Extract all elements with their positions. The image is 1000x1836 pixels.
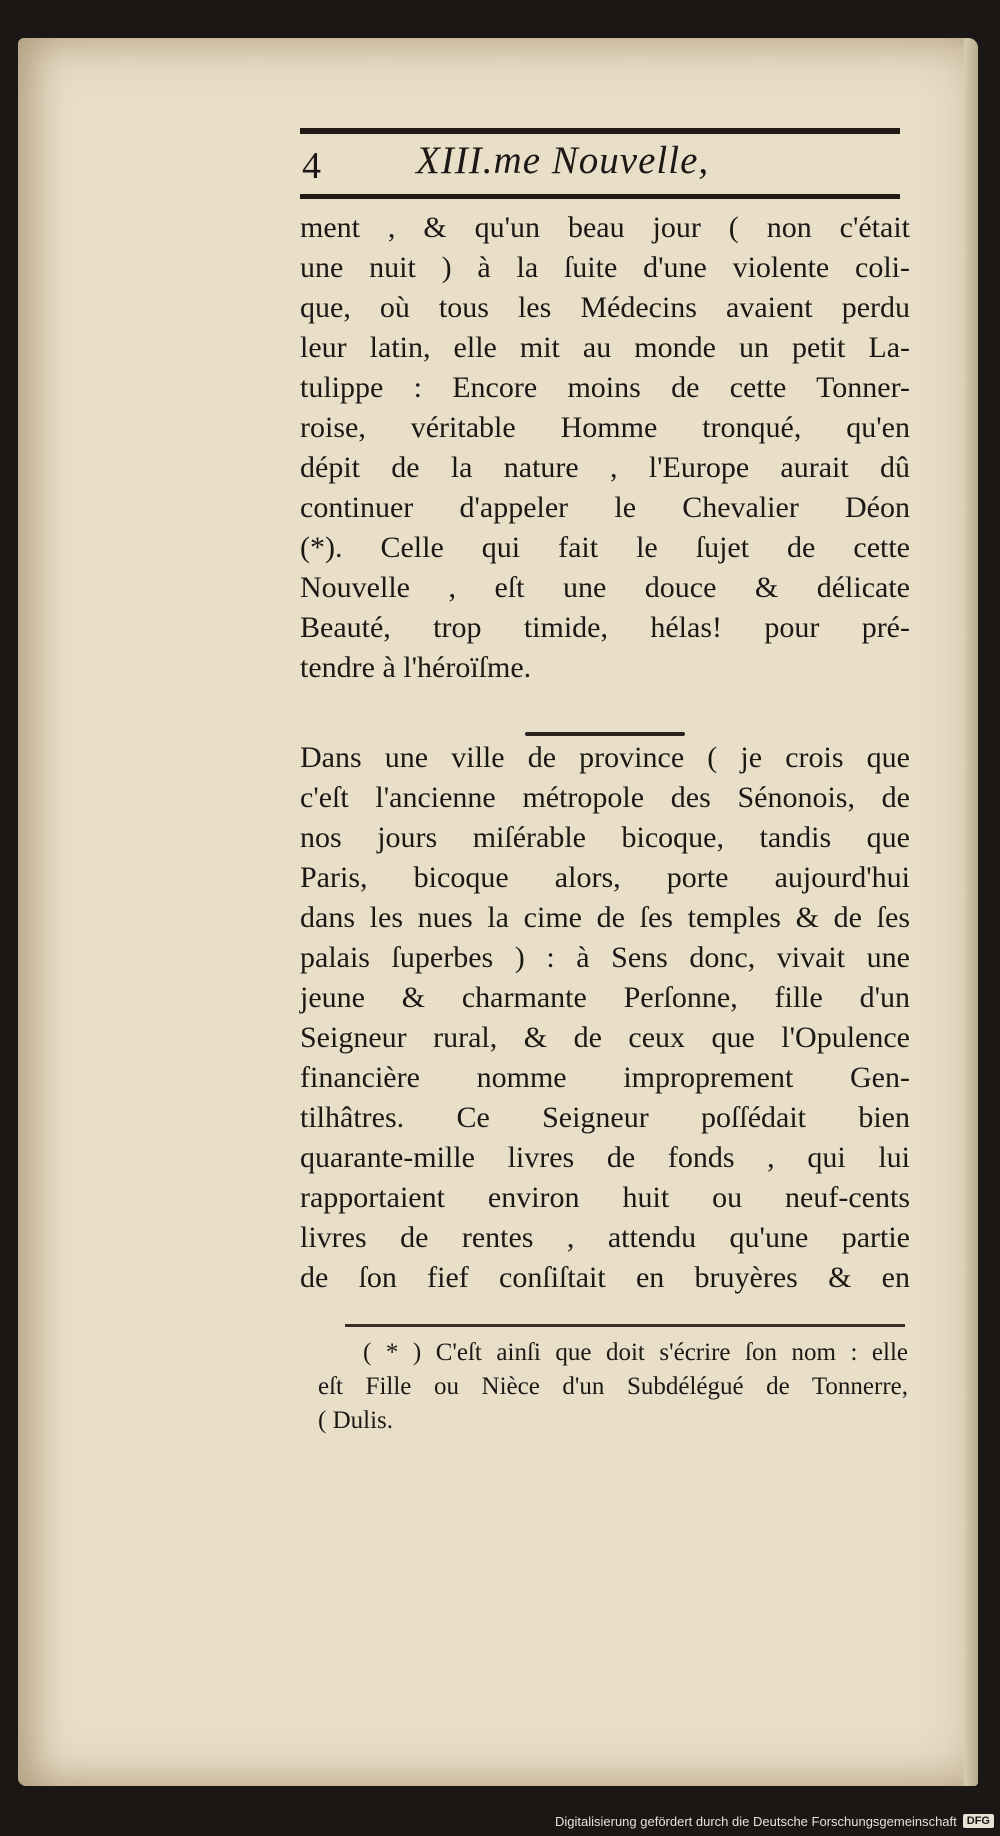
text-line: (*). Celle qui fait le ſujet de cette: [300, 531, 910, 564]
text-line: jeune & charmante Perſonne, fille d'un: [300, 981, 910, 1014]
text-line: tulippe : Encore moins de cette Tonner-: [300, 371, 910, 404]
text-line: nos jours miſérable bicoque, tandis que: [300, 821, 910, 854]
text-line: leur latin, elle mit au monde un petit La-: [300, 331, 910, 364]
text-line: Paris, bicoque alors, porte aujourd'hui: [300, 861, 910, 894]
text-line: Nouvelle , eſt une douce & délicate: [300, 571, 910, 604]
paragraph-1: [300, 208, 910, 688]
text-line: continuer d'appeler le Chevalier Déon: [300, 491, 910, 524]
running-title: XIII.me Nouvelle,: [416, 139, 710, 182]
dfg-logo: DFG: [963, 1814, 994, 1828]
text-line: c'eſt l'ancienne métropole des Sénonois, de: [300, 781, 910, 814]
text-line: palais ſuperbes ) : à Sens donc, vivait une: [300, 941, 910, 974]
footnote-line: ( Dulis.: [318, 1407, 393, 1434]
credit-text: Digitalisierung gefördert durch die Deutsche Forschungsgemeinschaft: [554, 1813, 957, 1829]
page-number: 4: [302, 145, 321, 187]
text-line: financière nomme improprement Gen-: [300, 1061, 910, 1094]
footnote-line: ( * ) C'eſt ainſi que doit s'écrire ſon nom : elle: [363, 1339, 908, 1366]
text-line: Dans une ville de province ( je crois que: [300, 741, 910, 774]
text-line: une nuit ) à la ſuite d'une violente coli-: [300, 251, 910, 284]
footnote-rule: [345, 1324, 905, 1327]
footnote-line: eſt Fille ou Nièce d'un Subdélégué de Tonnerre,: [318, 1373, 908, 1400]
text-line: Seigneur rural, & de ceux que l'Opulence: [300, 1021, 910, 1054]
header-top-rule: [300, 128, 900, 134]
text-line: livres de rentes , attendu qu'une partie: [300, 1221, 910, 1254]
text-line: quarante-mille livres de fonds , qui lui: [300, 1141, 910, 1174]
text-line: roise, véritable Homme tronqué, qu'en: [300, 411, 910, 444]
footnote: [318, 1336, 908, 1438]
text-line: Beauté, trop timide, hélas! pour pré-: [300, 611, 910, 644]
text-line: ment , & qu'un beau jour ( non c'était: [300, 211, 910, 244]
text-line: de ſon fief conſiſtait en bruyères & en: [300, 1261, 910, 1294]
text-line: rapportaient environ huit ou neuf-cents: [300, 1181, 910, 1214]
text-line: tilhâtres. Ce Seigneur poſſédait bien: [300, 1101, 910, 1134]
text-line: dans les nues la cime de ſes temples & de ſes: [300, 901, 910, 934]
digitization-credit: [555, 1808, 994, 1834]
text-line: tendre à l'héroïſme.: [300, 651, 532, 684]
section-separator: [525, 732, 685, 736]
paragraph-2: [300, 738, 910, 1298]
running-header: [300, 138, 900, 194]
text-line: dépit de la nature , l'Europe aurait dû: [300, 451, 910, 484]
header-bottom-rule: [300, 194, 900, 199]
page-edge: [964, 38, 978, 1786]
text-line: que, où tous les Médecins avaient perdu: [300, 291, 910, 324]
